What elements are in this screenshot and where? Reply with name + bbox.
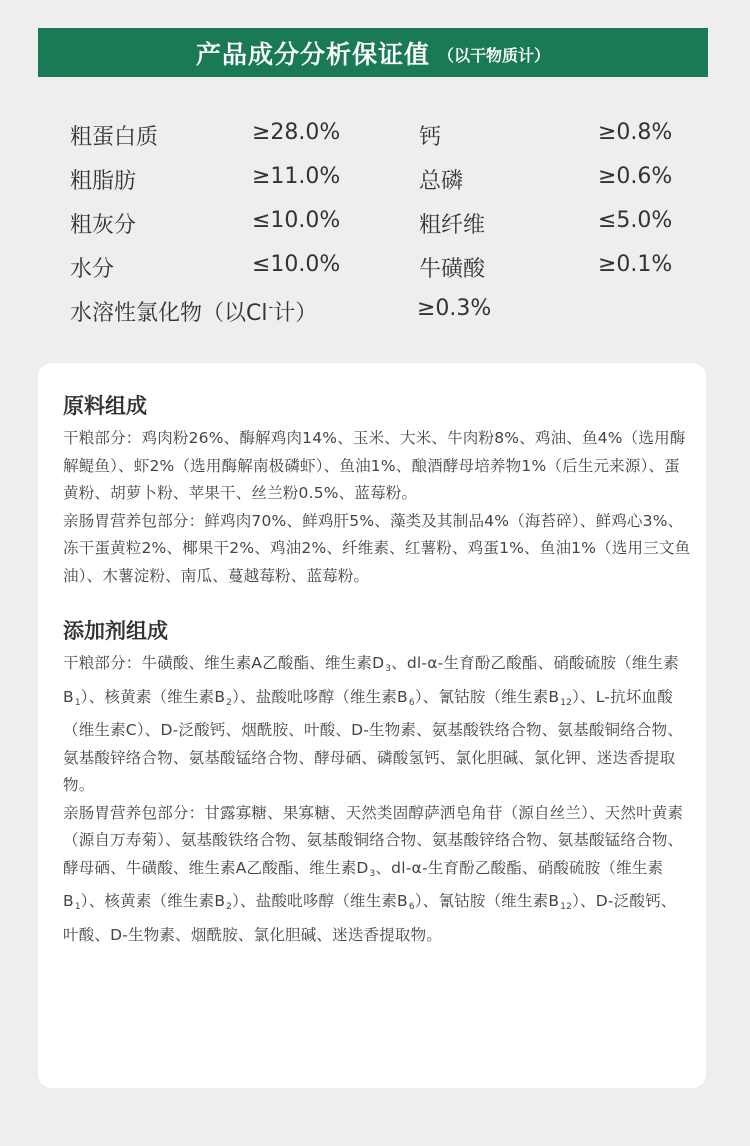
subscript: 6 (408, 697, 415, 708)
analysis-row (70, 200, 710, 244)
text-run: ）、盐酸吡哆醇（维生素B (232, 892, 408, 910)
text-run: ）、核黄素（维生素B (80, 687, 226, 706)
subscript: 6 (408, 902, 415, 912)
nutrient-name: 粗脂肪 (70, 169, 137, 194)
subscript: 12 (560, 697, 573, 708)
text-run: 、dl-α-生育酚乙酸酯、硝酸硫胺（维生素B (63, 654, 679, 706)
ingredients-card (38, 363, 706, 1088)
nutrient-value: ≥0.8% (598, 120, 673, 145)
text-run: 亲肠胃营养包部分：甘露寡糖、果寡糖、天然类固醇萨洒皂角苷（源自丝兰）、天然叶黄素（源自万寿菊）、氨基酸铁络合物、氨基酸铜络合物、氨基酸锌络合物、氨基酸锰络合物、酵母硒、牛磺酸、维生素A乙酸酯、维生素D (63, 803, 684, 877)
text-run: 、dl-α-生育酚乙酸酯、硝酸硫胺（维生素B (63, 858, 664, 910)
nutrient-value: ≥28.0% (252, 120, 341, 145)
nutrient-name: 粗蛋白质 (70, 125, 159, 150)
text-run: ）、L-抗坏血酸（维生素C）、D-泛酸钙、烟酰胺、叶酸、D-生物素、氨基酸铁络合物、氨基酸铜络合物、氨基酸锌络合物、氨基酸锰络合物、酵母硒、磷酸氢钙、氯化胆碱、氯化钾、迷迭香提取物。 (63, 687, 684, 794)
nutrient-name: 粗纤维 (419, 213, 486, 238)
nutrient-value: ≤10.0% (252, 252, 341, 277)
text-run: ）、核黄素（维生素B (80, 892, 226, 910)
additives-title: 添加剂组成 (63, 619, 168, 643)
nutrient-value: ≥11.0% (252, 164, 341, 189)
header-banner (38, 28, 708, 77)
chloride-superscript: - (268, 300, 274, 315)
nutrient-value: ≥0.3% (417, 296, 492, 321)
nutrient-value: ≥0.6% (598, 164, 673, 189)
analysis-table (70, 112, 710, 332)
analysis-row (70, 156, 710, 200)
nutrient-name: 总磷 (419, 169, 464, 194)
chloride-label-pre: 水溶性氯化物（以Cl (70, 301, 268, 326)
subscript: 2 (226, 902, 233, 912)
subscript: 1 (74, 697, 81, 708)
nutrient-name: 牛磺酸 (419, 257, 486, 282)
additive-pack-paragraph (63, 800, 691, 950)
analysis-row (70, 244, 710, 288)
subscript: 2 (226, 697, 233, 708)
analysis-row (70, 112, 710, 156)
text-run: 干粮部分：牛磺酸、维生素A乙酸酯、维生素D (63, 654, 385, 672)
nutrient-name: 钙 (419, 125, 442, 150)
text-run: ）、氰钴胺（维生素B (414, 892, 560, 910)
raw-materials-title: 原料组成 (63, 394, 147, 418)
nutrient-value: ≥0.1% (598, 252, 673, 277)
text-run: ）、氰钴胺（维生素B (414, 687, 560, 706)
nutrient-value: ≤10.0% (252, 208, 341, 233)
raw-dry-paragraph: 干粮部分：鸡肉粉26%、酶解鸡肉14%、玉米、大米、牛肉粉8%、鸡油、鱼4%（选用酶解鳀鱼）、虾2%（选用酶解南极磷虾）、鱼油1%、酿酒酵母培养物1%（后生元来源）、蛋黄粉、胡萝卜粉、苹果干、丝兰粉0.5%、蓝莓粉。 (63, 429, 686, 502)
subscript: 1 (74, 902, 81, 912)
page-subtitle: （以干物质计） (438, 46, 551, 65)
nutrient-name (70, 296, 317, 327)
nutrient-value: ≤5.0% (598, 208, 673, 233)
nutrient-name: 粗灰分 (70, 213, 137, 238)
subscript: 3 (369, 868, 376, 879)
page-title: 产品成分分析保证值 (195, 39, 430, 69)
text-run: ）、D-泛酸钙、叶酸、D-生物素、烟酰胺、氯化胆碱、迷迭香提取物。 (63, 892, 677, 944)
raw-pack-paragraph: 亲肠胃营养包部分：鲜鸡肉70%、鲜鸡肝5%、藻类及其制品4%（海苔碎）、鲜鸡心3%、冻干蛋黄粒2%、椰果干2%、鸡油2%、纤维素、红薯粉、鸡蛋1%、鱼油1%（选用三文鱼油）、木薯淀粉、南瓜、蔓越莓粉、蓝莓粉。 (63, 511, 691, 585)
additive-dry-paragraph (63, 650, 691, 800)
analysis-row (70, 288, 710, 332)
subscript: 3 (385, 664, 392, 674)
nutrient-name: 水分 (70, 257, 115, 282)
subscript: 12 (560, 902, 573, 912)
chloride-label-post: 计） (273, 301, 318, 326)
text-run: ）、盐酸吡哆醇（维生素B (232, 687, 408, 706)
